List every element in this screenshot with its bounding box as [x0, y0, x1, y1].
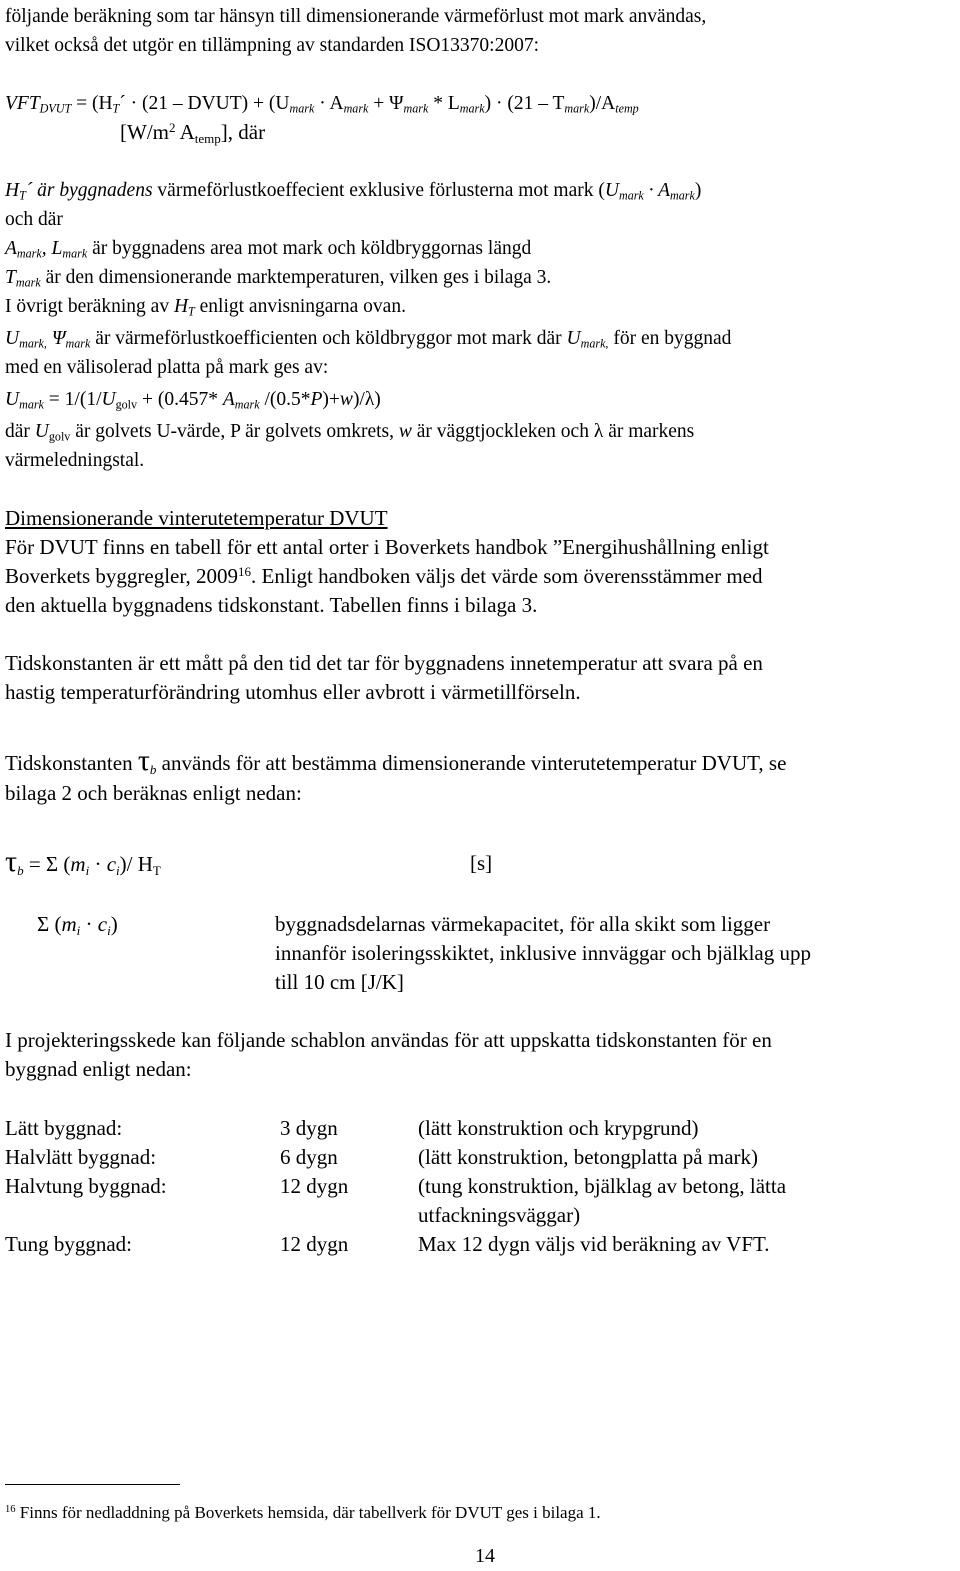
- definition-umark: $U_{mark,}$ $\Psi_{mark}$ är värmeförlustkoefficienten och köldbryggor mot mark där $U_{mark,}$ för en byggnad: [5, 328, 732, 351]
- table-cell-desc: Max 12 dygn väljs vid beräkning av VFT.: [418, 1232, 770, 1256]
- table-cell-type: Lätt byggnad:: [5, 1116, 123, 1140]
- formula-vft: $VFT_{DVUT}$ = ($H_T´ \cdot (21$ – DVUT) + $(U_{mark} \cdot A_{mark} + \Psi_{mark} * L_{mark}) \cdot (21 - T_{mark})/A_{temp}$: [5, 93, 639, 116]
- intro-line-1: följande beräkning som tar hänsyn till dimensionerande värmeförlust mot mark användas,: [5, 6, 707, 27]
- footnote-divider: [5, 1484, 180, 1485]
- table-cell-desc-continued: utfackningsväggar): [418, 1203, 581, 1227]
- table-cell-desc: (tung konstruktion, bjälklag av betong, lätta: [418, 1174, 787, 1198]
- tids-use-line-1: Tidskonstanten $\tau_b$ används för att bestämma dimensionerande vinterutetemperatur DVUT, se: [5, 744, 787, 777]
- definition-ovrigt: I övrigt beräkning av $H_T$ enligt anvisningarna ovan.: [5, 296, 406, 319]
- dvut-heading: Dimensionerande vinterutetemperatur DVUT: [5, 506, 388, 530]
- schablon-line-2: byggnad enligt nedan:: [5, 1057, 192, 1081]
- footnote-ref[interactable]: 16: [238, 563, 252, 579]
- table-cell-desc: (lätt konstruktion och krypgrund): [418, 1116, 699, 1140]
- sigma-desc-2: innanför isoleringsskiktet, inklusive innväggar och bjälklag upp: [275, 941, 811, 965]
- table-cell-type: Tung byggnad:: [5, 1232, 132, 1256]
- table-cell-time: 12 dygn: [280, 1174, 349, 1198]
- tids-def-line-1: Tidskonstanten är ett mått på den tid det tar för byggnadens innetemperatur att svara på en: [5, 651, 763, 675]
- definition-ht-line-2: och där: [5, 209, 63, 230]
- definition-amark: $A_{mark}$, $L_{mark}$ är byggnadens area mot mark och köldbryggornas längd: [5, 238, 532, 261]
- formula-tau: $\tau_b = \Sigma$ $(m_i \cdot c_i)/$ $H_T$: [5, 845, 161, 878]
- definition-ugolv-line-2: värmeledningstal.: [5, 450, 145, 471]
- table-cell-time: 6 dygn: [280, 1145, 338, 1169]
- table-cell-desc: (lätt konstruktion, betongplatta på mark): [418, 1145, 758, 1169]
- tids-use-line-2: bilaga 2 och beräknas enligt nedan:: [5, 781, 302, 805]
- sigma-desc-1: byggnadsdelarnas värmekapacitet, för alla skikt som ligger: [275, 912, 771, 936]
- formula-vft-unit: [$W/m^2$ $A_{temp}$], där: [120, 119, 266, 146]
- table-cell-type: Halvlätt byggnad:: [5, 1145, 157, 1169]
- definition-ugolv: där $U_{golv}$ är golvets U-värde, P är golvets omkrets, w är väggtjockleken och λ är markens: [5, 421, 695, 444]
- definition-ht: $H_T´$ är byggnadens värmeförlustkoeffecient exklusive förlusterna mot mark $(U_{mark} \cdot A_{mark})$: [5, 180, 702, 203]
- dvut-line-3: den aktuella byggnadens tidskonstant. Tabellen finns i bilaga 3.: [5, 593, 538, 617]
- sigma-term: Σ $(m_i \cdot c_i)$: [37, 912, 118, 938]
- page-number: 14: [475, 1545, 495, 1567]
- table-cell-time: 3 dygn: [280, 1116, 338, 1140]
- definition-tmark: $T_{mark}$ är den dimensionerande marktemperaturen, vilken ges i bilaga 3.: [5, 267, 552, 290]
- definition-umark-line-2: med en välisolerad platta på mark ges av:: [5, 357, 329, 378]
- schablon-line-1: I projekteringsskede kan följande schablon användas för att uppskatta tidskonstanten för en: [5, 1028, 772, 1052]
- table-cell-type: Halvtung byggnad:: [5, 1174, 167, 1198]
- sigma-desc-3: till 10 cm [J/K]: [275, 970, 404, 994]
- formula-tau-unit: [s]: [470, 851, 493, 875]
- intro-line-2: vilket också det utgör en tillämpning av standarden ISO13370:2007:: [5, 35, 539, 56]
- table-cell-time: 12 dygn: [280, 1232, 349, 1256]
- dvut-line-1: För DVUT finns en tabell för ett antal orter i Boverkets handbok ”Energihushållning enligt: [5, 535, 769, 559]
- tids-def-line-2: hastig temperaturförändring utomhus eller avbrott i värmetillförseln.: [5, 680, 581, 704]
- dvut-line-2: Boverkets byggregler, 2009$^{16}$. Enligt handboken väljs det värde som överensstämmer med: [5, 563, 763, 588]
- footnote: $^{16}$ Finns för nedladdning på Boverkets hemsida, där tabellverk för DVUT ges i bilaga 1.: [5, 1503, 601, 1522]
- formula-umark: $U_{mark} = 1/(1/U_{golv} + (0.457*$ $A_{mark}$ /(0.5*P)+w)/λ): [5, 389, 381, 412]
